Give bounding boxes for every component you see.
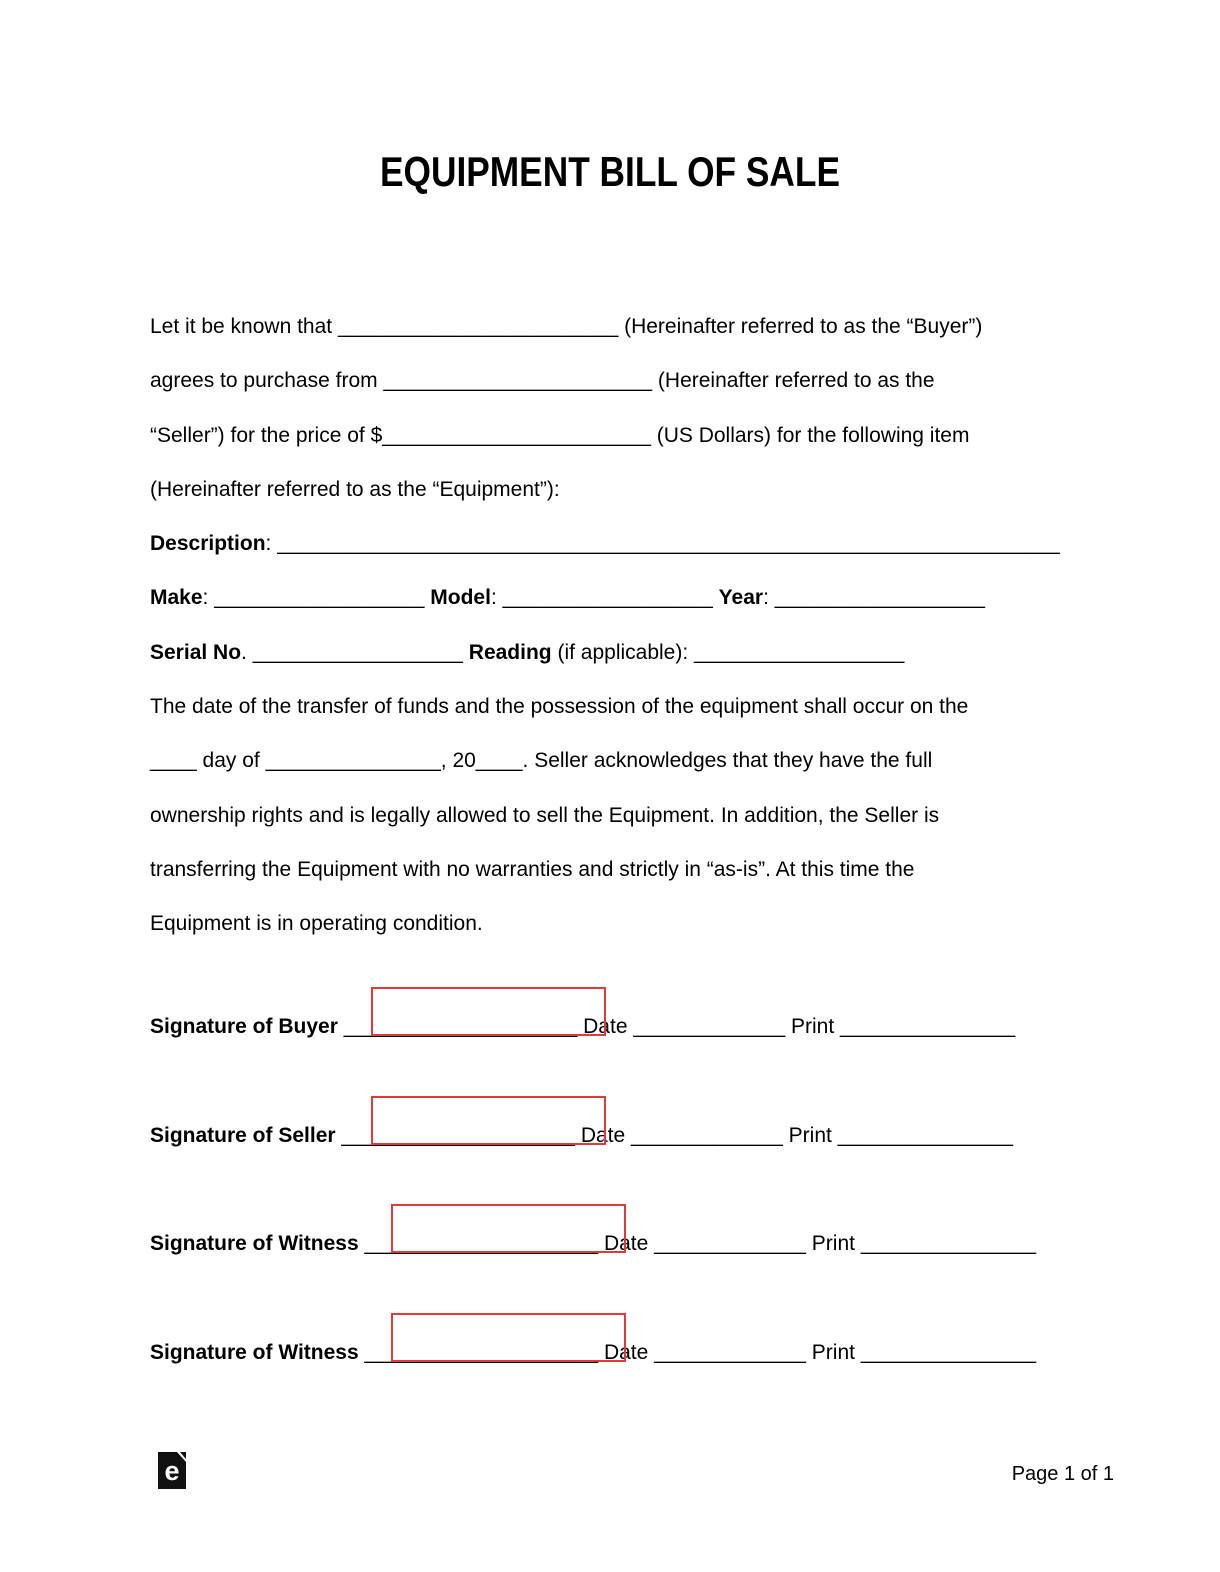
- date-label: Date: [583, 1015, 628, 1038]
- signature-blank-line: ____________________: [335, 1124, 581, 1147]
- blank-line-description: : ___________________________________________________________________: [265, 532, 1060, 556]
- text-segment: transferring the Equipment with no warranties and strictly in “as-is”. At this time the: [150, 857, 915, 881]
- print-blank-line: _______________: [854, 1341, 1037, 1364]
- signature-blank-line: ____________________: [337, 1015, 584, 1038]
- date-blank-line: _____________: [648, 1341, 812, 1364]
- signature-blank-line: ____________________: [358, 1341, 604, 1364]
- signature-label-buyer: Signature of Buyer: [150, 1015, 338, 1038]
- field-label-reading: Reading: [468, 640, 552, 664]
- body-line-serial-reading: [150, 626, 1160, 680]
- date-blank-line: _____________: [627, 1015, 791, 1038]
- print-blank-line: _______________: [854, 1232, 1037, 1255]
- date-label: Date: [603, 1341, 649, 1364]
- body-line: [150, 843, 1160, 897]
- signature-blank-line: ____________________: [358, 1232, 604, 1255]
- text-segment: (Hereinafter referred to as the “Equipment”):: [150, 477, 560, 501]
- eforms-logo-icon: [158, 1452, 186, 1489]
- blank-line-serial-no: . __________________: [241, 640, 469, 664]
- body-line: [150, 354, 1160, 408]
- document-body: [150, 300, 1160, 952]
- logo-letter: e: [164, 1456, 180, 1486]
- date-blank-line: _____________: [625, 1124, 789, 1147]
- signature-box-buyer[interactable]: [371, 987, 606, 1036]
- text-segment: “Seller”) for the price of $_______________________ (US Dollars) for the following item: [150, 423, 970, 447]
- date-label: Date: [603, 1232, 649, 1255]
- body-line: [150, 789, 1160, 843]
- text-segment: ownership rights and is legally allowed to sell the Equipment. In addition, the Seller is: [150, 803, 940, 827]
- field-label-serial-no: Serial No: [150, 640, 242, 664]
- date-blank-line: _____________: [648, 1232, 812, 1255]
- field-label-year: Year: [718, 586, 764, 610]
- field-label-description: Description: [150, 532, 266, 556]
- signature-box-witness-1[interactable]: [391, 1204, 626, 1253]
- text-segment: The date of the transfer of funds and the possession of the equipment shall occur on the: [150, 695, 969, 719]
- text-segment: Let it be known that ________________________ (Hereinafter referred to as the “Buyer”): [150, 315, 983, 338]
- signature-row-seller: [150, 1083, 1160, 1149]
- body-line: [150, 463, 1160, 517]
- field-label-model: Model: [430, 586, 491, 610]
- print-label: Print: [788, 1124, 832, 1147]
- body-line-make-model-year: [150, 571, 1160, 625]
- print-label: Print: [811, 1341, 855, 1364]
- text-segment: ____ day of _______________, 20____. Seller acknowledges that they have the full: [150, 749, 933, 773]
- blank-line-year: : __________________: [763, 586, 985, 610]
- text-segment: agrees to purchase from _______________________ (Hereinafter referred to as the: [150, 369, 935, 393]
- print-blank-line: _______________: [834, 1015, 1016, 1038]
- document-title: EQUIPMENT BILL OF SALE: [380, 148, 840, 195]
- blank-line-make: : __________________: [202, 586, 431, 610]
- body-line: [150, 300, 1160, 354]
- signature-row-witness-1: [150, 1191, 1160, 1257]
- signature-label-seller: Signature of Seller: [150, 1124, 336, 1147]
- body-line-description: [150, 517, 1160, 571]
- print-label: Print: [811, 1232, 855, 1255]
- body-line: [150, 409, 1160, 463]
- print-label: Print: [791, 1015, 835, 1038]
- signature-label-witness: Signature of Witness: [150, 1232, 359, 1255]
- body-line: [150, 897, 1160, 951]
- blank-line-model: : __________________: [490, 586, 719, 610]
- signature-box-witness-2[interactable]: [391, 1313, 626, 1362]
- signature-row-buyer: [150, 974, 1160, 1040]
- field-label-make: Make: [150, 586, 203, 610]
- signature-row-witness-2: [150, 1300, 1160, 1366]
- signature-box-seller[interactable]: [371, 1096, 606, 1145]
- text-segment: Equipment is in operating condition.: [150, 912, 483, 936]
- print-blank-line: _______________: [831, 1124, 1013, 1147]
- body-line-date-of-transfer: [150, 734, 1160, 788]
- blank-line-reading: (if applicable): __________________: [551, 640, 905, 664]
- signature-label-witness: Signature of Witness: [150, 1341, 359, 1364]
- page-indicator: Page 1 of 1: [1011, 1463, 1114, 1485]
- body-line: [150, 680, 1160, 734]
- date-label: Date: [580, 1124, 626, 1147]
